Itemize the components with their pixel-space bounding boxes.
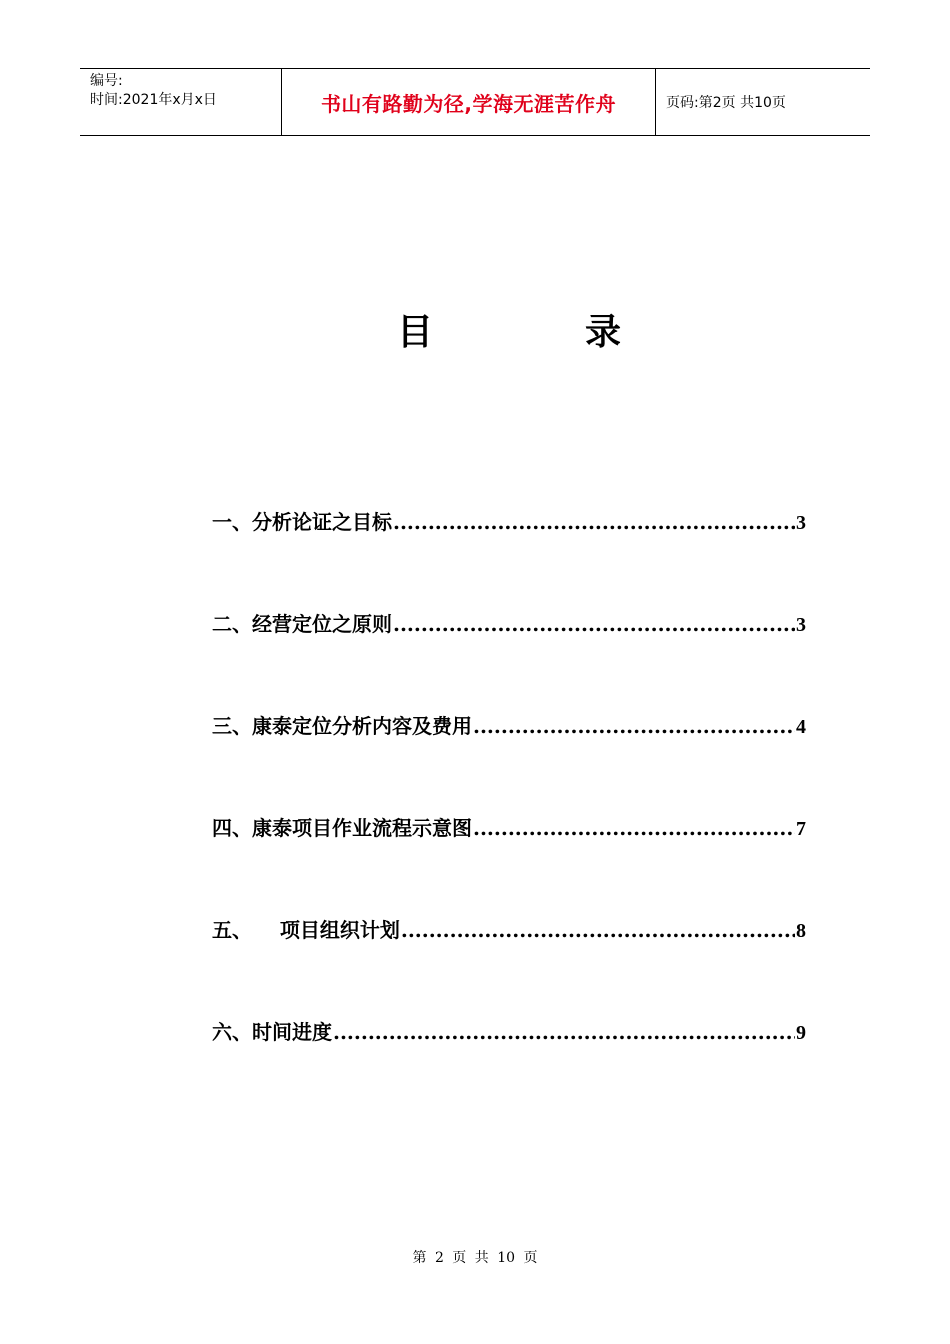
toc-dot-leader xyxy=(393,612,795,636)
header-meta-cell xyxy=(80,69,282,135)
toc-entry[interactable] xyxy=(212,608,806,710)
toc-dot-leader xyxy=(473,714,795,738)
header-time-label: 时间:2021年x月x日 xyxy=(90,92,217,108)
toc-entry-page: 8 xyxy=(796,920,806,942)
toc-title-char-1: 目 xyxy=(397,312,434,353)
toc-entry-label: 一、分析论证之目标 xyxy=(212,510,392,534)
toc-entry-label: 五、 项目组织计划 xyxy=(212,918,400,942)
toc-dot-leader xyxy=(333,1020,795,1044)
toc-entry-label: 二、经营定位之原则 xyxy=(212,612,392,636)
toc-entry-label: 六、时间进度 xyxy=(212,1020,332,1044)
toc-dot-leader xyxy=(401,918,795,942)
header-page-info: 页码:第2页 共10页 xyxy=(666,95,786,111)
page-header xyxy=(80,68,870,136)
toc-title xyxy=(0,304,950,354)
toc-entry-page: 3 xyxy=(796,512,806,534)
header-motto: 书山有路勤为径,学海无涯苦作舟 xyxy=(282,69,656,135)
toc-dot-leader xyxy=(473,816,795,840)
toc-entry-page: 4 xyxy=(796,716,806,738)
toc-entry-label: 四、康泰项目作业流程示意图 xyxy=(212,816,472,840)
toc-entry[interactable] xyxy=(212,710,806,812)
table-of-contents xyxy=(212,506,806,1118)
header-number-label: 编号: xyxy=(90,73,123,89)
page-footer: 第 2 页 共 10 页 xyxy=(412,1250,538,1266)
toc-entry[interactable] xyxy=(212,506,806,608)
toc-entry[interactable] xyxy=(212,812,806,914)
toc-entry[interactable] xyxy=(212,1016,806,1118)
toc-dot-leader xyxy=(393,510,795,534)
toc-entry-page: 7 xyxy=(796,818,806,840)
toc-entry-page: 3 xyxy=(796,614,806,636)
toc-entry-label: 三、康泰定位分析内容及费用 xyxy=(212,714,472,738)
toc-entry-page: 9 xyxy=(796,1022,806,1044)
toc-title-char-2: 录 xyxy=(585,312,622,353)
toc-entry[interactable] xyxy=(212,914,806,1016)
